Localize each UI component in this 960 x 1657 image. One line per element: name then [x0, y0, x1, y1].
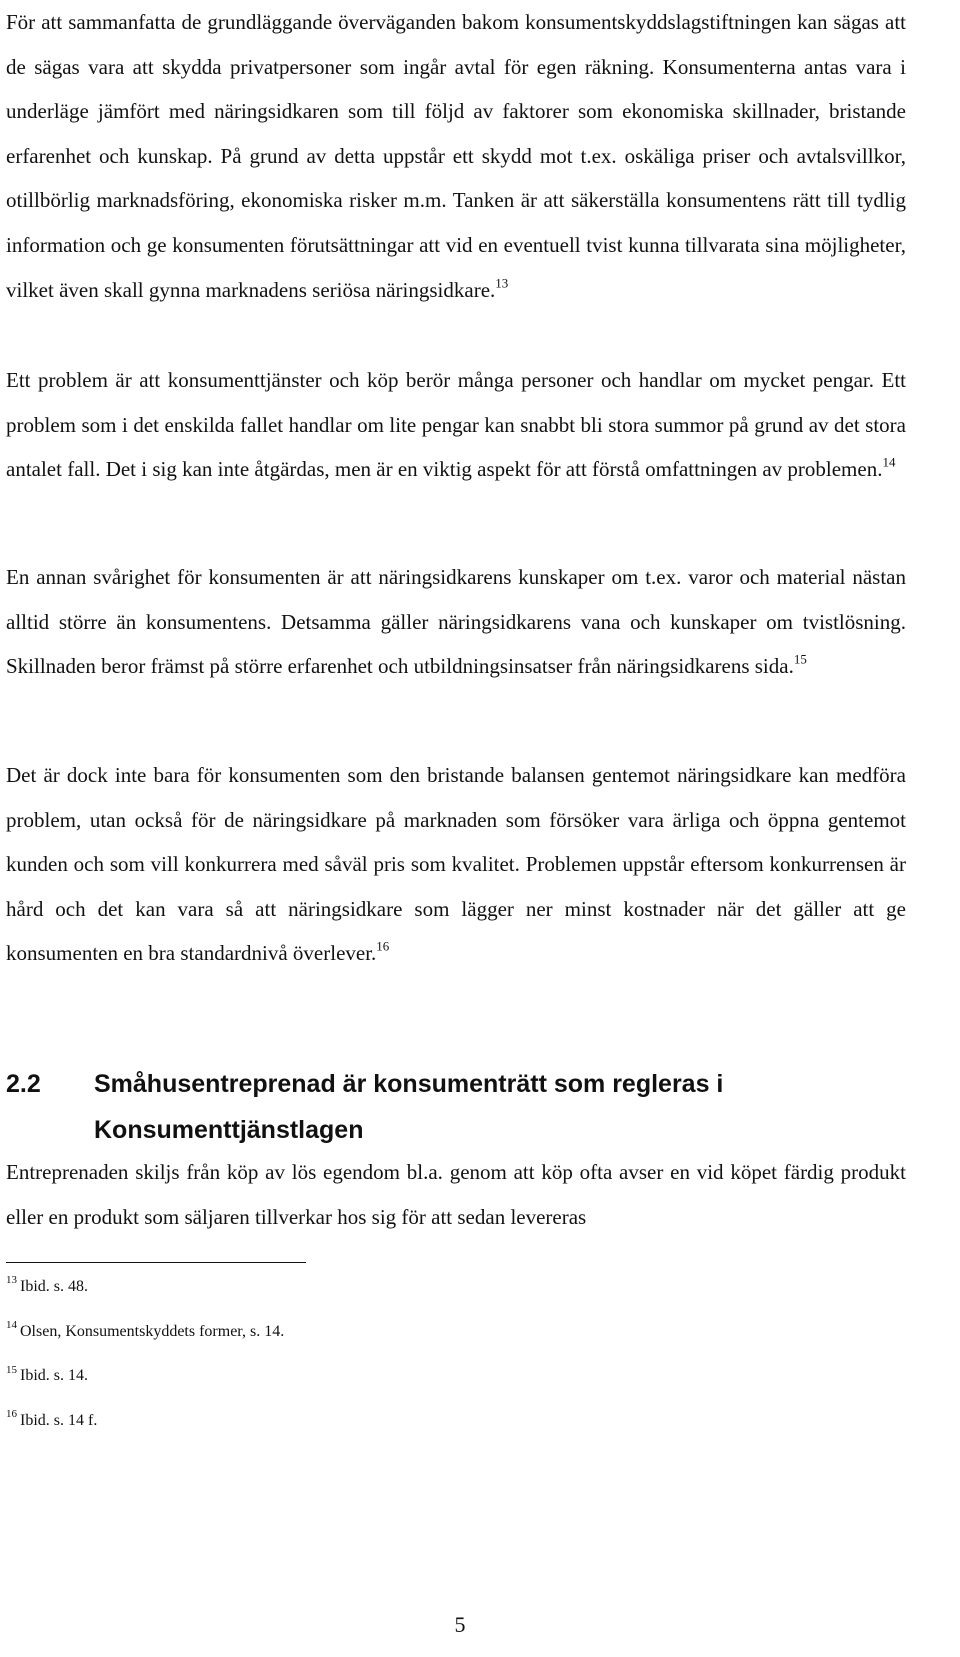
- footnote-ref: 16: [376, 938, 390, 954]
- footnote-ref: 15: [793, 651, 807, 667]
- footnote-number: 13: [6, 1274, 17, 1287]
- footnote-text: Ibid. s. 48.: [20, 1278, 88, 1295]
- paragraph-text: Det är dock inte bara för konsumenten som den bristande balansen gentemot näringsidkare kan medföra problem, utan också för de näringsidkare på marknaden som försöker vara ärliga och öppna gentemot kunden och som vill konkurrera med såväl pris som kvalitet. Problemen uppstår eftersom konkurrensen är hård och det kan vara så att näringsidkare som lägger ner minst kostnader när det gäller att ge konsumenten en bra standardnivå överlever.: [6, 763, 906, 966]
- footnote-ref: 14: [882, 454, 896, 470]
- section-title: Småhusentreprenad är konsumenträtt som regleras i Konsumenttjänstlagen: [94, 1069, 724, 1144]
- paragraph-imbalance-competition: [6, 753, 906, 976]
- footnote-ref: 13: [495, 274, 509, 290]
- footnote-text: Olsen, Konsumentskyddets former, s. 14.: [20, 1322, 285, 1340]
- footnote-item: [6, 1406, 906, 1451]
- paragraph-entreprenad-vs-kop: [6, 1150, 906, 1239]
- paragraph-consumer-protection-summary: [6, 0, 906, 312]
- footnote-separator: [6, 1262, 306, 1263]
- section-heading: [6, 1061, 906, 1153]
- paragraph-problem-scale: [6, 358, 906, 492]
- footnote-text: Ibid. s. 14.: [20, 1367, 88, 1385]
- paragraph-text: Entreprenaden skiljs från köp av lös egendom bl.a. genom att köp ofta avser en vid köpet färdig produkt eller en produkt som säljaren tillverkar hos sig för att sedan levereras: [6, 1160, 906, 1229]
- paragraph-text: För att sammanfatta de grundläggande överväganden bakom konsumentskyddslagstiftningen kan sägas att de sägas vara att skydda privatpersoner som ingår avtal för egen räkning. Konsumenterna antas vara i underläge jämfört med näringsidkaren som till följd av faktorer som ekonomiska skillnader, bristande erfarenhet och kunskap. På grund av detta uppstår ett skydd mot t.ex. oskäliga priser och avtalsvillkor, otillbörlig marknadsföring, ekonomiska risker m.m. Tanken är att säkerställa konsumentens rätt till tydlig information och ge konsumenten förutsättningar att vid en eventuell tvist kunna tillvarata sina möjligheter, vilket även skall gynna marknadens seriösa näringsidkare.: [6, 10, 906, 302]
- paragraph-text: Ett problem är att konsumenttjänster och köp berör många personer och handlar om mycket pengar. Ett problem som i det enskilda fallet handlar om lite pengar kan snabbt bli stora summor på grund av det stora antalet fall. Det i sig kan inte åtgärdas, men är en viktig aspekt för att förstå omfattningen av problemen.: [6, 368, 906, 482]
- footnotes: [6, 1272, 906, 1450]
- footnote-text: Ibid. s. 14 f.: [20, 1411, 98, 1429]
- footnote-number: 14: [6, 1318, 17, 1331]
- footnote-number: 15: [6, 1363, 17, 1376]
- paragraph-knowledge-gap: [6, 555, 906, 689]
- footnote-item: [6, 1317, 906, 1362]
- footnote-item: [6, 1272, 906, 1317]
- page-number: 5: [454, 1612, 466, 1637]
- section-number: 2.2: [6, 1069, 41, 1098]
- footnote-item: [6, 1361, 906, 1406]
- paragraph-text: En annan svårighet för konsumenten är att näringsidkarens kunskaper om t.ex. varor och material nästan alltid större än konsumentens. Detsamma gäller näringsidkarens vana och kunskaper om tvistlösning. Skillnaden beror främst på större erfarenhet och utbildningsinsatser från näringsidkarens sida.: [6, 565, 906, 679]
- footnote-number: 16: [6, 1408, 17, 1421]
